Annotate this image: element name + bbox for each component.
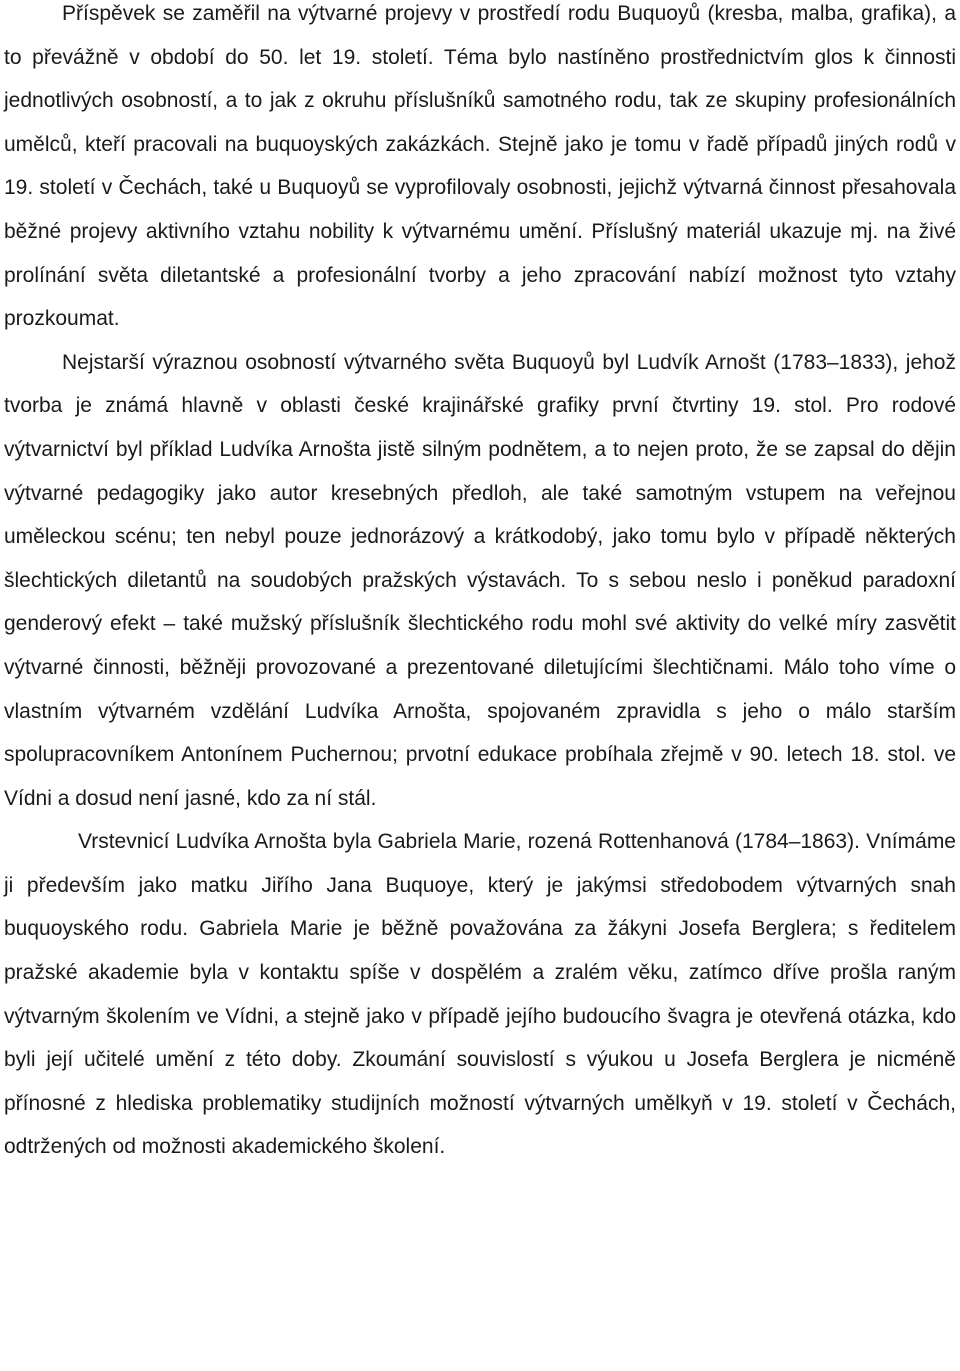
paragraph-intro: Příspěvek se zaměřil na výtvarné projevy v prostředí rodu Buquoyů (kresba, malba, grafika), a to převážně v období do 50. let 19. století. Téma bylo nastíněno prostřednictvím glos k činnosti jednotlivých osobností, a to jak z okruhu příslušníků samotného rodu, tak ze skupiny profesionálních umělců, kteří pracovali na buquoyských zakázkách. Stejně jako je tomu v řadě případů jiných rodů v 19. století v Čechách, také u Buquoyů se vyprofilovaly osobnosti, jejichž výtvarná činnost přesahovala běžné projevy aktivního vztahu nobility k výtvarnému umění. Příslušný materiál ukazuje mj. na živé prolínání světa diletantské a profesionální tvorby a jeho zpracování nabízí možnost tyto vztahy prozkoumat. [4,2,956,331]
paragraph-ludvik-arnost: Nejstarší výraznou osobností výtvarného světa Buquoyů byl Ludvík Arnošt (1783–1833), jehož tvorba je známá hlavně v oblasti české krajinářské grafiky první čtvrtiny 19. stol. Pro rodové výtvarnictví byl příklad Ludvíka Arnošta jistě silným podnětem, a to nejen proto, že se zapsal do dějin výtvarné pedagogiky jako autor kresebných předloh, ale také samotným vstupem na veřejnou uměleckou scénu; ten nebyl pouze jednorázový a krátkodobý, jako tomu bylo v případě některých šlechtických diletantů na soudobých pražských výstavách. To s sebou neslo i poněkud paradoxní genderový efekt – také mužský příslušník šlechtického rodu mohl své aktivity do velké míry zasvětit výtvarné činnosti, běžněji provozované a prezentované diletujícími šlechtičnami. Málo toho víme o vlastním výtvarném vzdělání Ludvíka Arnošta, spojovaném zpravidla s jeho o málo starším spolupracovníkem Antonínem Puchernou; prvotní edukace probíhala zřejmě v 90. letech 18. stol. ve Vídni a dosud není jasné, kdo za ní stál. [4,350,956,810]
paragraph-gabriela-marie: Vrstevnicí Ludvíka Arnošta byla Gabriela Marie, rozená Rottenhanová (1784–1863). Vnímáme ji především jako matku Jiřího Jana Buquoye, který je jakýmsi středobodem výtvarných snah buquoyského rodu. Gabriela Marie je běžně považována za žákyni Josefa Berglera; s ředitelem pražské akademie byla v kontaktu spíše v dospělém a zralém věku, zatímco dříve prošla raným výtvarným školením ve Vídni, a stejně jako v případě jejího budoucího švagra je otevřená otázka, kdo byli její učitelé umění z této doby. Zkoumání souvislostí s výukou u Josefa Berglera je nicméně přínosné z hlediska problematiky studijních možností výtvarných umělkyň v 19. století v Čechách, odtržených od možnosti akademického školení. [4,830,956,1159]
document-page [4,0,956,1169]
